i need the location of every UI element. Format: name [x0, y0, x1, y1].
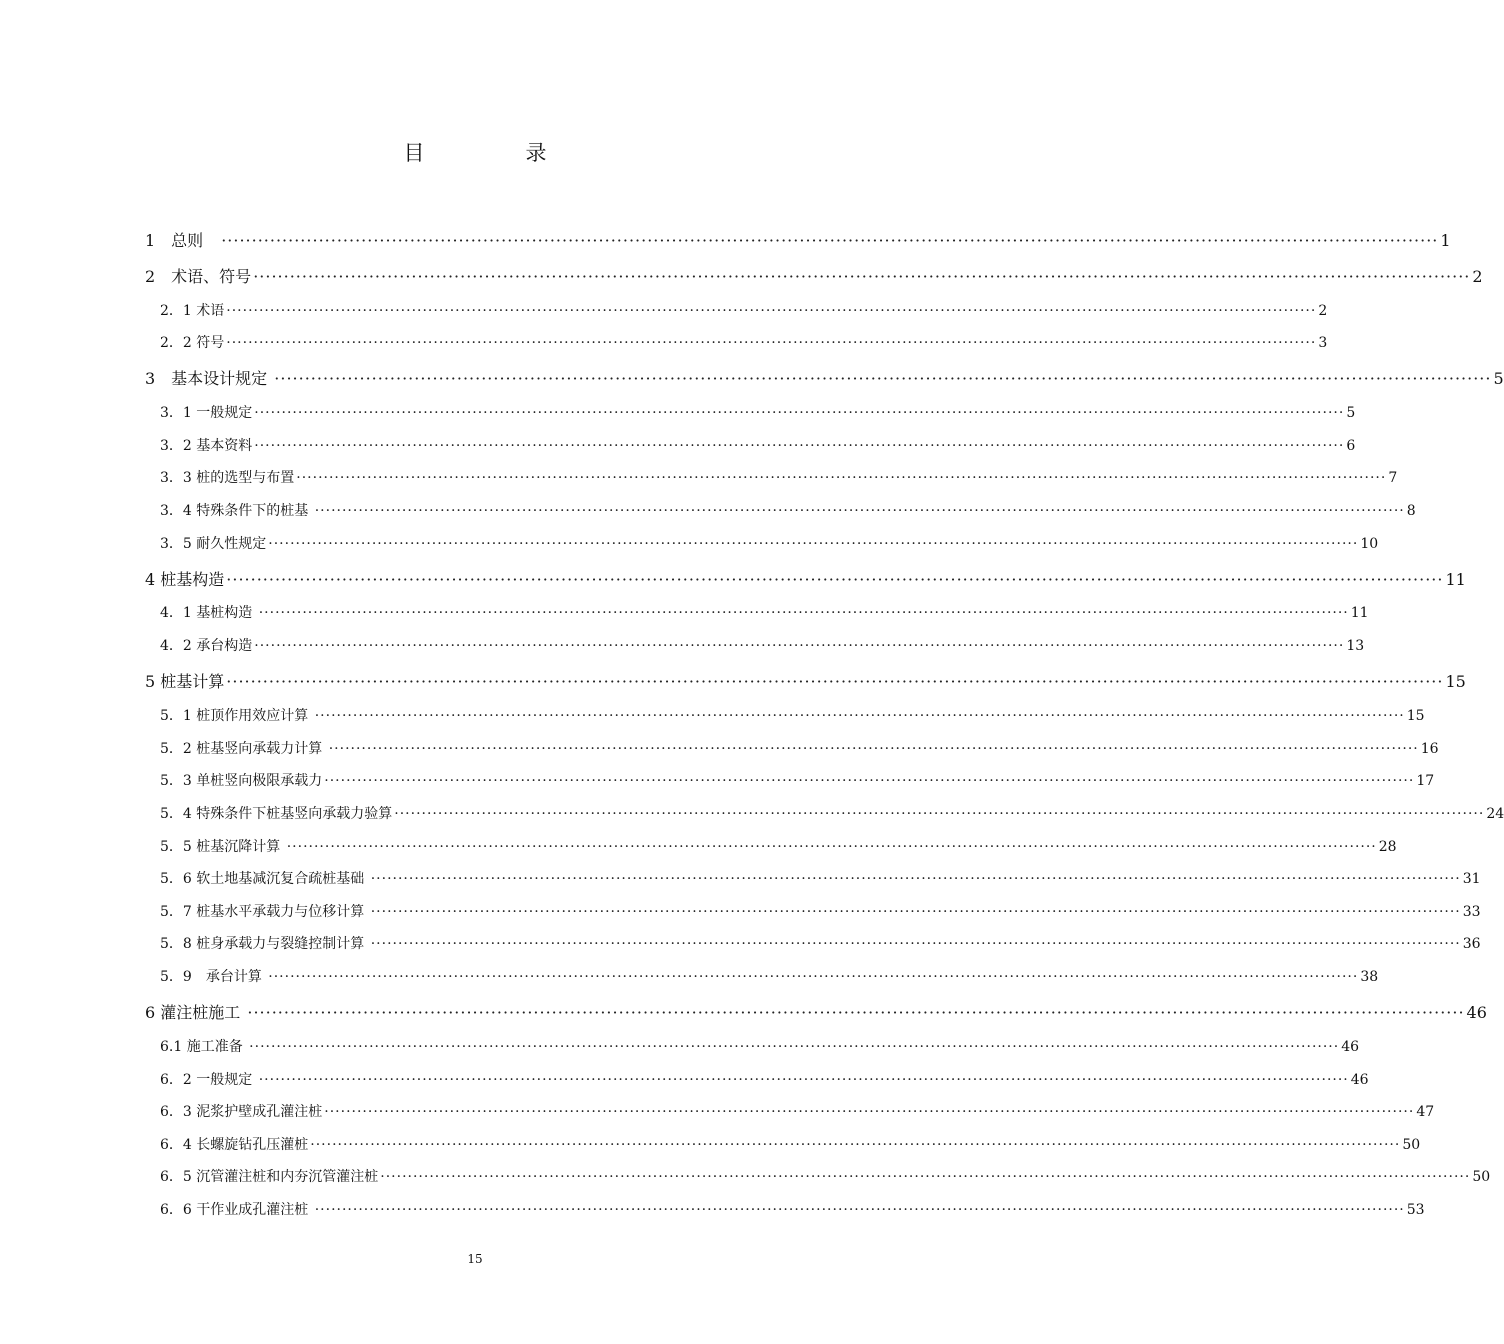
toc-dot-leader: ········································································································································································································	[370, 904, 1461, 920]
toc-dot-leader: ········································································································································································································	[249, 1039, 1340, 1055]
toc-entry-page: 8	[1406, 503, 1416, 519]
toc-entry-label: 2 术语、符号	[145, 267, 252, 286]
toc-entry-label: 2．1 术语	[160, 303, 225, 319]
toc-entry-page: 2	[1472, 267, 1483, 286]
toc-entry-label: 5．1 桩顶作用效应计算	[160, 708, 313, 724]
toc-entry	[160, 901, 1481, 921]
toc-dot-leader: ········································································································································································································	[226, 303, 1317, 319]
toc-entry-page: 11	[1350, 605, 1369, 621]
toc-entry-label: 5 桩基计算	[145, 672, 225, 691]
toc-entry	[160, 705, 1425, 725]
toc-entry-page: 31	[1462, 871, 1481, 887]
toc-dot-leader: ········································································································································································································	[247, 1003, 1465, 1022]
toc-entry	[160, 770, 1435, 790]
toc-dot-leader: ········································································································································································································	[274, 369, 1492, 388]
toc-entry-page: 15	[1445, 672, 1466, 691]
toc-entry-label: 6．5 沉管灌注桩和内夯沉管灌注桩	[160, 1169, 379, 1185]
toc-entry-label: 3．3 桩的选型与布置	[160, 470, 295, 486]
toc-dot-leader: ········································································································································································································	[268, 969, 1359, 985]
toc-entry-label: 3 基本设计规定	[145, 369, 273, 388]
toc-dot-leader: ········································································································································································································	[370, 936, 1461, 952]
toc-entry	[160, 533, 1379, 553]
toc-entry	[160, 966, 1379, 986]
toc-entry-page: 47	[1416, 1104, 1435, 1120]
toc-entry	[160, 1166, 1491, 1186]
toc-entry-label: 3．4 特殊条件下的桩基	[160, 503, 313, 519]
toc-entry	[145, 669, 1466, 692]
toc-dot-leader: ········································································································································································································	[314, 708, 1405, 724]
page-number: 15	[467, 1252, 483, 1266]
toc-entry	[145, 366, 1504, 389]
toc-entry-label: 6．3 泥浆护壁成孔灌注桩	[160, 1104, 323, 1120]
toc-entry-label: 5．8 桩身承载力与裂缝控制计算	[160, 936, 369, 952]
toc-entry-page: 38	[1360, 969, 1379, 985]
toc-dot-leader: ········································································································································································································	[258, 1072, 1349, 1088]
toc-dot-leader: ········································································································································································································	[253, 267, 1471, 286]
toc-entry-page: 5	[1493, 369, 1504, 388]
toc-entry-label: 3．5 耐久性规定	[160, 536, 267, 552]
toc-entry-label: 3．2 基本资料	[160, 438, 253, 454]
toc-entry	[160, 1036, 1360, 1056]
toc-entry-page: 50	[1402, 1137, 1421, 1153]
toc-entry-label: 4．2 承台构造	[160, 638, 253, 654]
toc-entry	[160, 467, 1398, 487]
toc-entry-page: 36	[1462, 936, 1481, 952]
toc-entry	[160, 402, 1356, 422]
toc-entry-label: 5．5 桩基沉降计算	[160, 839, 285, 855]
toc-dot-leader: ········································································································································································································	[296, 470, 1387, 486]
toc-entry-page: 24	[1486, 806, 1504, 822]
toc-entry	[160, 738, 1439, 758]
toc-entry	[160, 933, 1481, 953]
toc-entry-label: 6 灌注桩施工	[145, 1003, 246, 1022]
toc-dot-leader: ········································································································································································································	[226, 672, 1444, 691]
toc-entry	[160, 1199, 1425, 1219]
toc-entry-label: 5．4 特殊条件下桩基竖向承载力验算	[160, 806, 393, 822]
toc-entry-label: 4 桩基构造	[145, 570, 225, 589]
toc-entry	[160, 803, 1504, 823]
toc-entry-page: 33	[1462, 904, 1481, 920]
toc-entry	[160, 602, 1369, 622]
toc-dot-leader: ········································································································································································································	[394, 806, 1485, 822]
toc-dot-leader: ········································································································································································································	[328, 741, 1419, 757]
page-title: 目 录	[403, 141, 587, 165]
toc-entry-label: 6.1 施工准备	[160, 1039, 248, 1055]
toc-entry-label: 5．6 软土地基减沉复合疏桩基础	[160, 871, 369, 887]
toc-dot-leader: ········································································································································································································	[226, 570, 1444, 589]
toc-entry-page: 28	[1378, 839, 1397, 855]
toc-entry-page: 46	[1466, 1003, 1487, 1022]
toc-entry-label: 6．4 长螺旋钻孔压灌桩	[160, 1137, 309, 1153]
toc-dot-leader: ········································································································································································································	[324, 773, 1415, 789]
toc-dot-leader: ········································································································································································································	[324, 1104, 1415, 1120]
toc-dot-leader: ········································································································································································································	[226, 335, 1317, 351]
toc-entry-label: 5．7 桩基水平承载力与位移计算	[160, 904, 369, 920]
toc-dot-leader: ········································································································································································································	[370, 871, 1461, 887]
toc-entry-page: 46	[1350, 1072, 1369, 1088]
toc-entry-page: 16	[1420, 741, 1439, 757]
toc-entry-page: 46	[1341, 1039, 1360, 1055]
toc-entry-page: 3	[1318, 335, 1328, 351]
toc-dot-leader: ········································································································································································································	[258, 605, 1349, 621]
toc-dot-leader: ········································································································································································································	[314, 503, 1405, 519]
toc-entry-page: 53	[1406, 1202, 1425, 1218]
toc-entry-label: 4．1 基桩构造	[160, 605, 257, 621]
toc-entry	[160, 332, 1328, 352]
toc-entry	[145, 567, 1466, 590]
toc-entry-label: 5．9 承台计算	[160, 969, 267, 985]
toc-entry-label: 3．1 一般规定	[160, 405, 253, 421]
toc-entry	[160, 435, 1356, 455]
toc-dot-leader: ········································································································································································································	[254, 405, 1345, 421]
toc-entry-label: 6．2 一般规定	[160, 1072, 257, 1088]
toc-entry	[145, 1000, 1487, 1023]
toc-entry-page: 1	[1440, 231, 1451, 250]
toc-entry-page: 50	[1472, 1169, 1491, 1185]
toc-entry-page: 13	[1346, 638, 1365, 654]
toc-entry-page: 10	[1360, 536, 1379, 552]
toc-entry-page: 6	[1346, 438, 1356, 454]
toc-dot-leader: ········································································································································································································	[310, 1137, 1401, 1153]
toc-entry	[160, 300, 1328, 320]
toc-entry-page: 5	[1346, 405, 1356, 421]
toc-entry-page: 11	[1445, 570, 1466, 589]
toc-entry-page: 17	[1416, 773, 1435, 789]
toc-dot-leader: ········································································································································································································	[380, 1169, 1471, 1185]
toc-entry	[145, 264, 1483, 287]
toc-entry-page: 2	[1318, 303, 1328, 319]
toc-dot-leader: ········································································································································································································	[314, 1202, 1405, 1218]
toc-entry	[160, 635, 1365, 655]
toc-entry	[160, 868, 1481, 888]
toc-entry	[160, 1101, 1435, 1121]
toc-dot-leader: ········································································································································································································	[221, 231, 1439, 250]
toc-entry-label: 6．6 干作业成孔灌注桩	[160, 1202, 313, 1218]
toc-entry	[145, 228, 1451, 251]
toc-dot-leader: ········································································································································································································	[268, 536, 1359, 552]
toc-entry-label: 5．3 单桩竖向极限承载力	[160, 773, 323, 789]
toc-entry	[160, 1134, 1421, 1154]
toc-dot-leader: ········································································································································································································	[254, 438, 1345, 454]
toc-entry	[160, 836, 1397, 856]
toc-entry	[160, 500, 1416, 520]
toc-entry-label: 5．2 桩基竖向承载力计算	[160, 741, 327, 757]
toc-dot-leader: ········································································································································································································	[286, 839, 1377, 855]
toc-entry-label: 2．2 符号	[160, 335, 225, 351]
toc-entry	[160, 1069, 1369, 1089]
toc-dot-leader: ········································································································································································································	[254, 638, 1345, 654]
toc-entry-page: 7	[1388, 470, 1398, 486]
toc-entry-page: 15	[1406, 708, 1425, 724]
toc-entry-label: 1 总则	[145, 231, 220, 250]
